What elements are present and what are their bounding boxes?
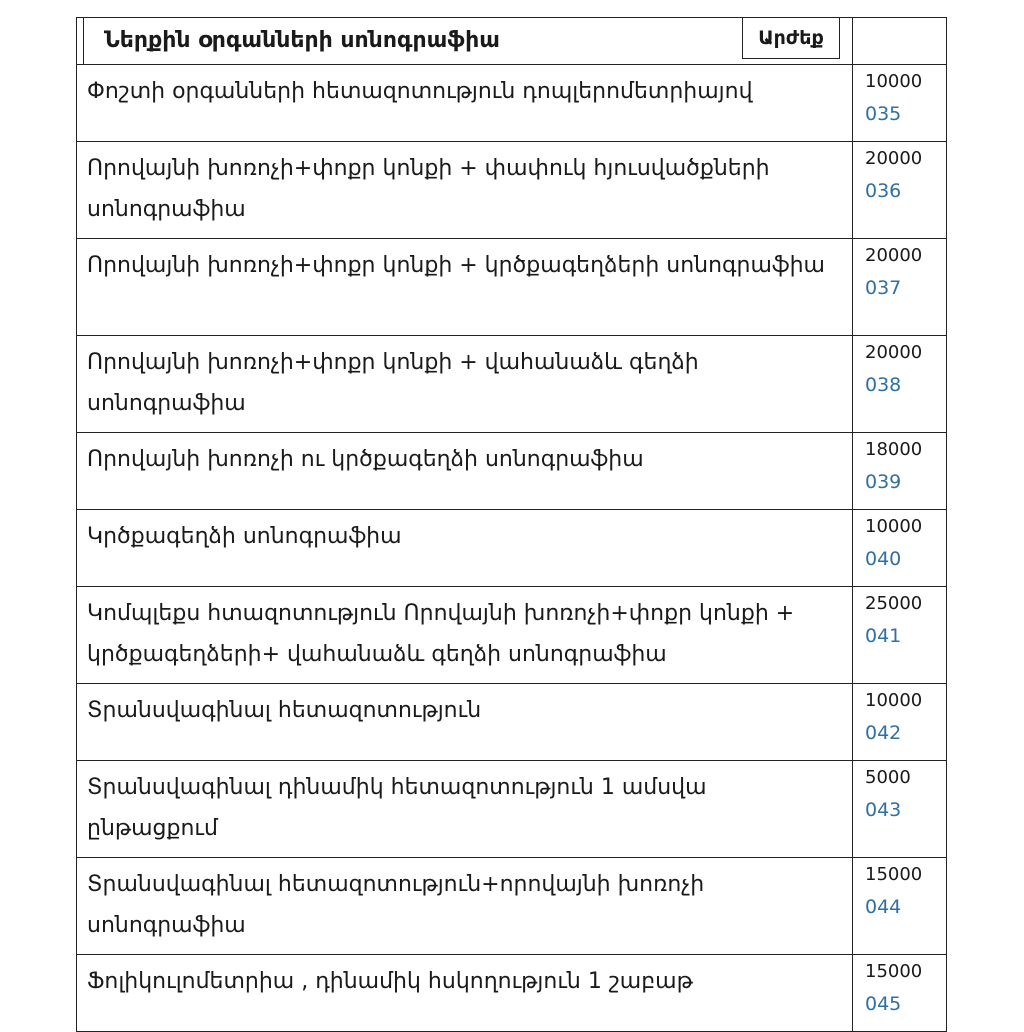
service-code: 037 [865, 277, 902, 299]
service-name: Որովայնի խոռոչի+փոքր կոնքի + փափուկ հյուսվածքների սոնոգրաֆիա [77, 142, 853, 239]
price-cell [853, 587, 947, 684]
price-amount: 10000 [865, 71, 923, 92]
price-amount: 20000 [865, 342, 923, 363]
service-code: 041 [865, 625, 902, 647]
price-cell [853, 65, 947, 142]
service-code: 043 [865, 799, 902, 821]
table-row [77, 239, 947, 336]
table-row [77, 684, 947, 761]
service-name: Տրանսվագինալ հետազոտություն [77, 684, 853, 761]
price-amount: 20000 [865, 148, 923, 169]
service-name: Տրանսվագինալ դինամիկ հետազոտություն 1 ամսվա ընթացքում [77, 761, 853, 858]
service-name: Որովայնի խոռոչի+փոքր կոնքի + կրծքագեղձերի սոնոգրաֆիա [77, 239, 853, 336]
service-name: Որովայնի խոռոչի ու կրծքագեղձի սոնոգրաֆիա [77, 433, 853, 510]
price-amount: 20000 [865, 245, 923, 266]
price-amount: 10000 [865, 516, 923, 537]
price-cell [853, 761, 947, 858]
service-code: 038 [865, 374, 902, 396]
service-code: 044 [865, 896, 902, 918]
price-cell [853, 955, 947, 1032]
service-code: 042 [865, 722, 902, 744]
header-cell [77, 18, 853, 65]
service-name: Տրանսվագինալ հետազոտություն+որովայնի խոռոչի սոնոգրաֆիա [77, 858, 853, 955]
price-amount: 15000 [865, 961, 923, 982]
price-cell [853, 684, 947, 761]
table-row [77, 510, 947, 587]
table-row [77, 587, 947, 684]
table-row [77, 858, 947, 955]
service-code: 039 [865, 471, 902, 493]
table-row [77, 433, 947, 510]
price-cell [853, 510, 947, 587]
table-header-row [77, 18, 947, 65]
service-name: Կոմպլեքս հտազոտություն Որովայնի խոռոչի+փոքր կոնքի + կրծքագեղձերի+ վահանաձև գեղձի սոնոգրաֆիա [77, 587, 853, 684]
table-row [77, 761, 947, 858]
service-name: Կրծքագեղձի սոնոգրաֆիա [77, 510, 853, 587]
table-row [77, 65, 947, 142]
service-code: 045 [865, 993, 902, 1015]
price-amount: 5000 [865, 767, 911, 788]
value-column-label: Արժեք [742, 18, 840, 59]
price-table [76, 17, 947, 1032]
price-cell [853, 239, 947, 336]
price-table-container [76, 17, 946, 1032]
price-cell [853, 858, 947, 955]
service-name: Ֆոլիկուլոմետրիա , դինամիկ հսկողություն 1 շաբաթ [77, 955, 853, 1032]
price-cell [853, 142, 947, 239]
table-row [77, 336, 947, 433]
table-title: Ներքին օրգանների սոնոգրաֆիա [83, 18, 742, 64]
service-code: 035 [865, 103, 902, 125]
table-row [77, 142, 947, 239]
price-amount: 10000 [865, 690, 923, 711]
table-row [77, 955, 947, 1032]
header-price-cell [853, 18, 947, 65]
service-code: 036 [865, 180, 902, 202]
service-code: 040 [865, 548, 902, 570]
price-amount: 25000 [865, 593, 923, 614]
service-name: Փոշտի օրգանների հետազոտություն դոպլերոմետրիայով [77, 65, 853, 142]
price-cell [853, 336, 947, 433]
service-name: Որովայնի խոռոչի+փոքր կոնքի + վահանաձև գեղձի սոնոգրաֆիա [77, 336, 853, 433]
price-cell [853, 433, 947, 510]
price-amount: 15000 [865, 864, 923, 885]
price-amount: 18000 [865, 439, 923, 460]
